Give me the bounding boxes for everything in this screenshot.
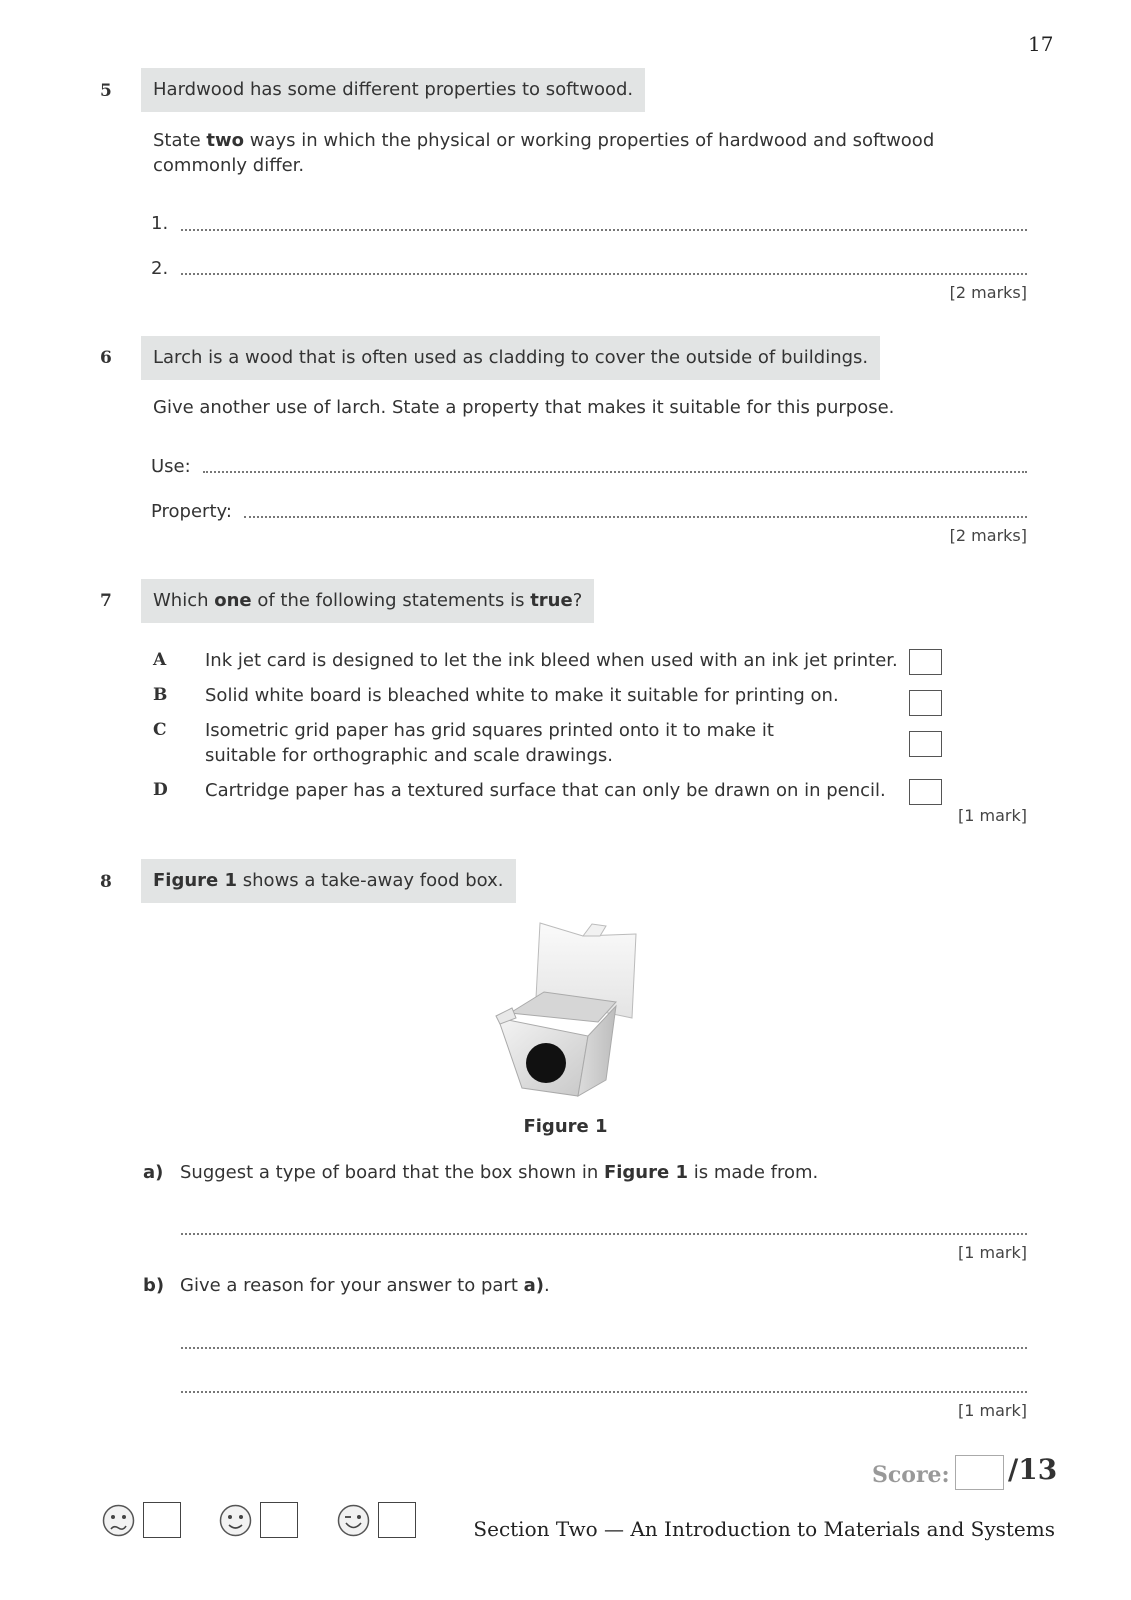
option-a-checkbox[interactable] [909, 649, 942, 675]
question-6-number: 6 [100, 348, 112, 368]
answer-line-5-2[interactable] [181, 273, 1027, 275]
takeaway-box-figure [488, 918, 648, 1100]
question-8-number: 8 [100, 872, 112, 892]
winking-face-icon [337, 1504, 370, 1537]
answer-line-5-1[interactable] [181, 229, 1027, 231]
page-number: 17 [1028, 32, 1054, 56]
score-total: /13 [1008, 1453, 1058, 1486]
option-c-checkbox[interactable] [909, 731, 942, 757]
figure-1-caption: Figure 1 [523, 1116, 608, 1137]
part-a-answer-line[interactable] [181, 1233, 1027, 1235]
part-b-question: Give a reason for your answer to part a). [180, 1275, 550, 1296]
question-8-banner: Figure 1 shows a take-away food box. [141, 859, 516, 903]
option-c-letter: C [153, 720, 167, 740]
answer-label-2: 2. [151, 258, 169, 279]
property-label: Property: [151, 501, 232, 522]
part-b-answer-line-1[interactable] [181, 1347, 1027, 1349]
option-a-letter: A [153, 650, 167, 670]
part-a-marks: [1 mark] [958, 1243, 1027, 1262]
option-d-checkbox[interactable] [909, 779, 942, 805]
question-6-banner: Larch is a wood that is often used as cladding to cover the outside of buildings. [141, 336, 880, 380]
score-input-box[interactable] [955, 1455, 1004, 1490]
question-6-marks: [2 marks] [949, 526, 1027, 545]
use-label: Use: [151, 456, 191, 477]
part-b-answer-line-2[interactable] [181, 1391, 1027, 1393]
sad-face-checkbox[interactable] [143, 1502, 181, 1538]
option-a-text: Ink jet card is designed to let the ink bleed when used with an ink jet printer. [205, 650, 898, 671]
neutral-face-checkbox[interactable] [260, 1502, 298, 1538]
part-a-question: Suggest a type of board that the box shown in Figure 1 is made from. [180, 1162, 819, 1183]
option-d-letter: D [153, 780, 168, 800]
section-footer: Section Two — An Introduction to Materials and Systems [473, 1517, 1055, 1541]
question-5-prompt: State two ways in which the physical or working properties of hardwood and softwood [153, 130, 935, 151]
sad-face-icon [102, 1504, 135, 1537]
option-c-text-line2: suitable for orthographic and scale drawings. [205, 745, 613, 766]
property-answer-line[interactable] [244, 516, 1027, 518]
option-b-text: Solid white board is bleached white to make it suitable for printing on. [205, 685, 839, 706]
option-b-checkbox[interactable] [909, 690, 942, 716]
question-5-marks: [2 marks] [949, 283, 1027, 302]
question-5-prompt-line2: commonly differ. [153, 155, 305, 176]
question-7-banner: Which one of the following statements is true? [141, 579, 594, 623]
question-7-marks: [1 mark] [958, 806, 1027, 825]
neutral-face-icon [219, 1504, 252, 1537]
question-5-number: 5 [100, 81, 112, 101]
question-7-number: 7 [100, 591, 112, 611]
use-answer-line[interactable] [203, 471, 1027, 473]
option-c-text: Isometric grid paper has grid squares printed onto it to make it [205, 720, 774, 741]
score-label: Score: [872, 1462, 950, 1488]
option-b-letter: B [153, 685, 168, 705]
part-a-label: a) [143, 1162, 164, 1183]
question-5-banner: Hardwood has some different properties to softwood. [141, 68, 645, 112]
answer-label-1: 1. [151, 213, 169, 234]
winking-face-checkbox[interactable] [378, 1502, 416, 1538]
question-6-prompt: Give another use of larch. State a property that makes it suitable for this purpose. [153, 397, 895, 418]
part-b-label: b) [143, 1275, 165, 1296]
part-b-marks: [1 mark] [958, 1401, 1027, 1420]
option-d-text: Cartridge paper has a textured surface that can only be drawn on in pencil. [205, 780, 886, 801]
